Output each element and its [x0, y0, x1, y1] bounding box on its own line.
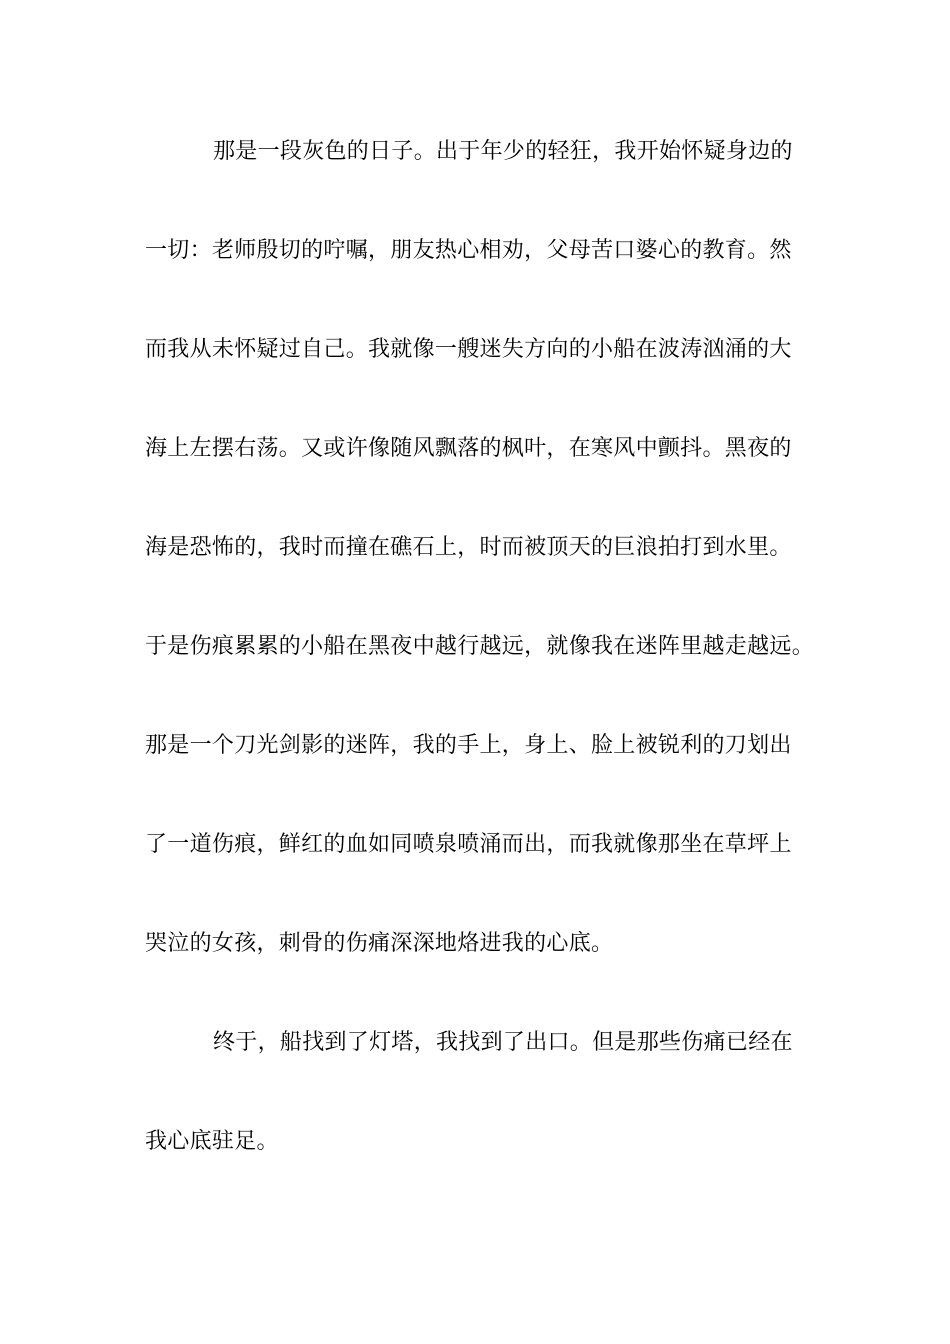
paragraph-2-line-1: 终于，船找到了灯塔，我找到了出口。但是那些伤痛已经在	[213, 1030, 793, 1055]
paragraph-2-line-2: 我心底驻足。	[145, 1129, 279, 1154]
paragraph-1-line-7: 那是一个刀光剑影的迷阵，我的手上，身上、脸上被锐利的刀划出	[145, 733, 792, 758]
paragraph-1-line-5: 海是恐怖的，我时而撞在礁石上，时而被顶天的巨浪拍打到水里。	[145, 535, 792, 560]
paragraph-1-line-1: 那是一段灰色的日子。出于年少的轻狂，我开始怀疑身边的	[213, 139, 793, 164]
paragraph-1-line-2: 一切：老师殷切的咛嘱，朋友热心相劝，父母苦口婆心的教育。然	[145, 238, 792, 263]
paragraph-1-line-8: 了一道伤痕，鲜红的血如同喷泉喷涌而出，而我就像那坐在草坪上	[145, 832, 792, 857]
paragraph-1-line-3: 而我从未怀疑过自己。我就像一艘迷失方向的小船在波涛汹涌的大	[145, 337, 792, 362]
paragraph-1-line-4: 海上左摆右荡。又或许像随风飘落的枫叶，在寒风中颤抖。黑夜的	[145, 436, 792, 461]
paragraph-1-line-9: 哭泣的女孩，刺骨的伤痛深深地烙进我的心底。	[145, 931, 614, 956]
paragraph-1-line-6: 于是伤痕累累的小船在黑夜中越行越远，就像我在迷阵里越走越远。	[145, 634, 815, 659]
